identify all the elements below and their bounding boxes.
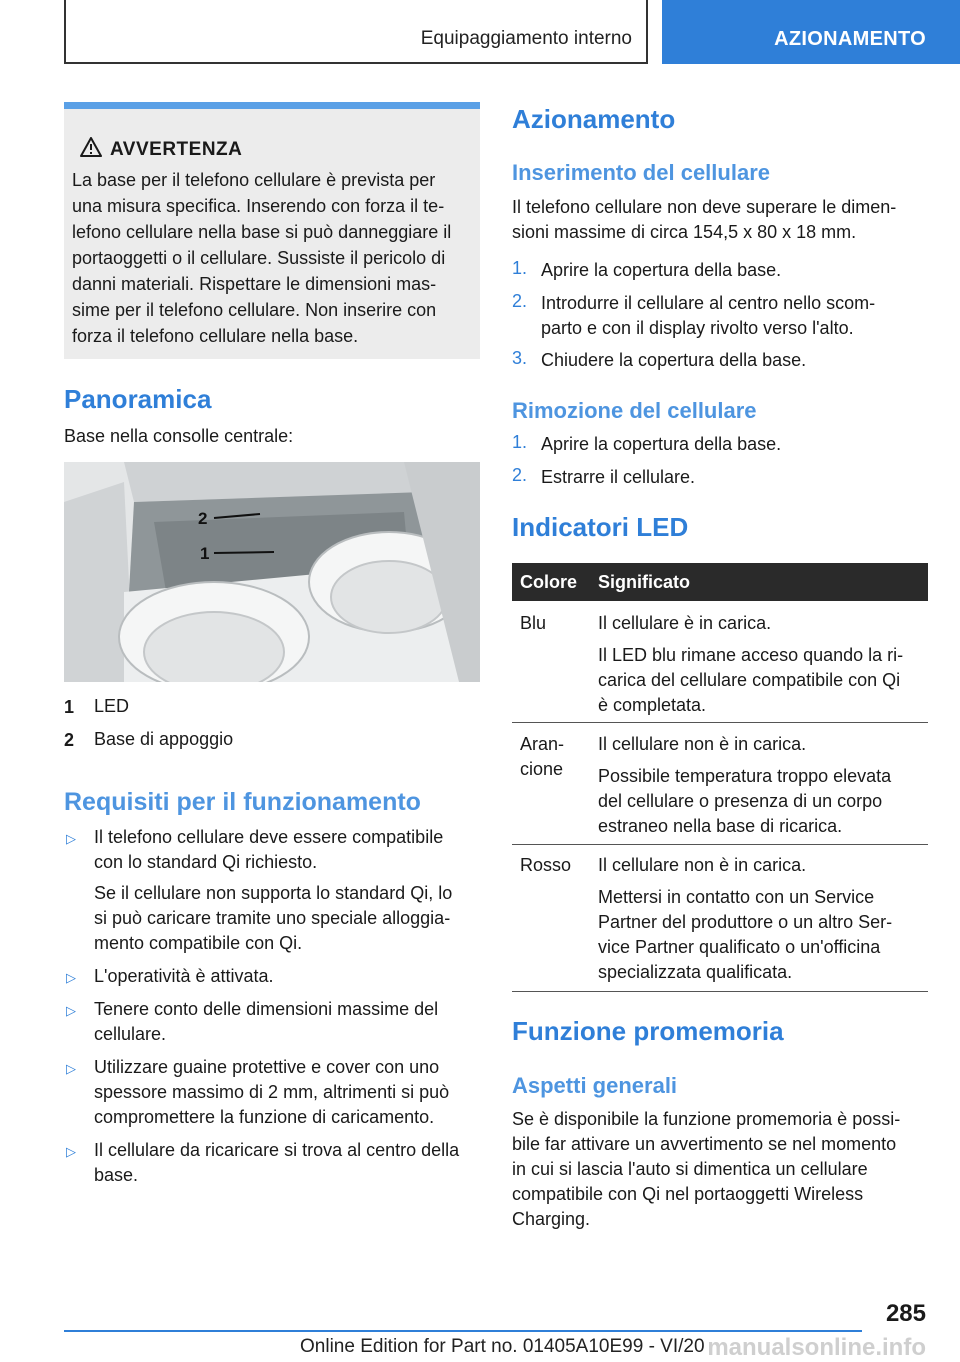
bullet-triangle-icon: ▷	[66, 970, 76, 985]
led-color-cell: Aran- cione	[520, 734, 565, 779]
azionamento-heading: Azionamento	[512, 104, 676, 134]
led-meaning-cell: Il cellulare non è in carica.	[598, 734, 807, 754]
step-number: 1.	[512, 258, 528, 278]
led-meaning-detail: Il LED blu rimane acceso quando la ri- carica del cellulare compatibile con Qi è completata.	[598, 645, 904, 715]
table-row-divider	[512, 991, 928, 992]
promemoria-text: Se è disponibile la funzione promemoria è possi- bile far attivare un avvertimento se nel momento in cui si lascia l'auto si dimentica un cellulare compatibile con Qi nel portaoggetti Wireless Charging.	[512, 1109, 901, 1229]
header-chapter-tab[interactable]	[662, 0, 960, 64]
legend-num: 2	[64, 730, 75, 750]
page-number: 285	[885, 1300, 926, 1327]
step-text: Aprire la copertura della base.	[541, 260, 782, 280]
led-table-header	[512, 563, 928, 601]
bullet-triangle-icon: ▷	[66, 1003, 76, 1018]
step-text: Aprire la copertura della base.	[541, 434, 782, 454]
header-section-box	[64, 0, 648, 64]
bullet-triangle-icon: ▷	[66, 831, 76, 846]
requisiti-bullet: L'operatività è attivata.	[94, 966, 274, 986]
aspetti-generali-heading: Aspetti generali	[512, 1073, 678, 1098]
header-chapter-title: AZIONAMENTO	[774, 28, 926, 50]
header-section-title: Equipaggiamento interno	[420, 28, 632, 49]
watermark: manualsonline.info	[707, 1334, 926, 1361]
panoramica-heading: Panoramica	[64, 384, 212, 414]
step-number: 3.	[512, 348, 528, 368]
legend-label: Base di appoggio	[94, 729, 234, 749]
led-meaning-detail: Mettersi in contatto con un Service Partner del produttore o un altro Ser- vice Partner qualificato o un'officina specializzata qualificata.	[598, 887, 893, 982]
step-number: 2.	[512, 291, 528, 311]
led-meaning-cell: Il cellulare è in carica.	[598, 613, 772, 633]
bullet-triangle-icon: ▷	[66, 1144, 76, 1159]
warning-box	[64, 102, 480, 359]
legend-num: 1	[64, 697, 75, 717]
callout-2: 2	[198, 509, 208, 528]
promemoria-heading: Funzione promemoria	[512, 1016, 784, 1046]
table-row-divider	[512, 844, 928, 845]
table-row-divider	[512, 722, 928, 723]
led-heading: Indicatori LED	[512, 512, 689, 542]
warning-triangle-icon	[80, 137, 102, 157]
led-meaning-detail: Possibile temperatura troppo elevata del cellulare o presenza di un corpo estraneo nella base di ricarica.	[598, 766, 892, 836]
requisiti-heading: Requisiti per il funzionamento	[64, 788, 421, 816]
legend-label: LED	[94, 696, 130, 716]
column-header-colore: Colore	[520, 572, 578, 592]
warning-title: AVVERTENZA	[110, 139, 243, 160]
requisiti-bullet: Utilizzare guaine protettive e cover con uno spessore massimo di 2 mm, altrimenti si può compromettere la funzione di caricamento.	[94, 1057, 450, 1127]
inserimento-heading: Inserimento del cellulare	[512, 160, 770, 185]
step-text: Introdurre il cellulare al centro nello scom- parto e con il display rivolto verso l'alto.	[541, 293, 876, 338]
led-color-cell: Rosso	[520, 855, 572, 875]
footer-edition: Online Edition for Part no. 01405A10E99 - VI/20	[300, 1336, 705, 1357]
step-number: 1.	[512, 432, 528, 452]
step-text: Chiudere la copertura della base.	[541, 350, 807, 370]
led-color-cell: Blu	[520, 613, 547, 633]
panoramica-intro: Base nella consolle centrale:	[64, 426, 294, 446]
warning-text: La base per il telefono cellulare è prevista per una misura specifica. Inserendo con forza il te- lefono cellulare nella base si può danneggiare il portaoggetti o il cellulare. Sussiste il pericolo di danni materiali. Rispettare le dimensioni mas- sime per il telefono cellulare. Non inserire con forza il telefono cellulare nella base.	[72, 170, 452, 346]
inserimento-text: Il telefono cellulare non deve superare le dimen- sioni massime di circa 154,5 x 80 x 18 mm.	[512, 197, 897, 242]
requisiti-bullet: Il telefono cellulare deve essere compatibile con lo standard Qi richiesto.	[94, 827, 444, 872]
requisiti-bullet: Il cellulare da ricaricare si trova al centro della base.	[94, 1140, 460, 1185]
callout-line-1	[214, 552, 274, 553]
step-text: Estrarre il cellulare.	[541, 467, 696, 487]
footer-rule	[64, 1330, 862, 1332]
led-meaning-cell: Il cellulare non è in carica.	[598, 855, 807, 875]
requisiti-bullet-detail: Se il cellulare non supporta lo standard Qi, lo si può caricare tramite uno speciale alloggia- mento compatibile con Qi.	[94, 883, 453, 953]
step-number: 2.	[512, 465, 528, 485]
rimozione-heading: Rimozione del cellulare	[512, 398, 757, 423]
callout-1: 1	[200, 544, 210, 563]
bullet-triangle-icon: ▷	[66, 1061, 76, 1076]
requisiti-bullet: Tenere conto delle dimensioni massime del cellulare.	[94, 999, 439, 1044]
console-photo	[64, 462, 480, 682]
column-header-significato: Significato	[598, 572, 691, 592]
